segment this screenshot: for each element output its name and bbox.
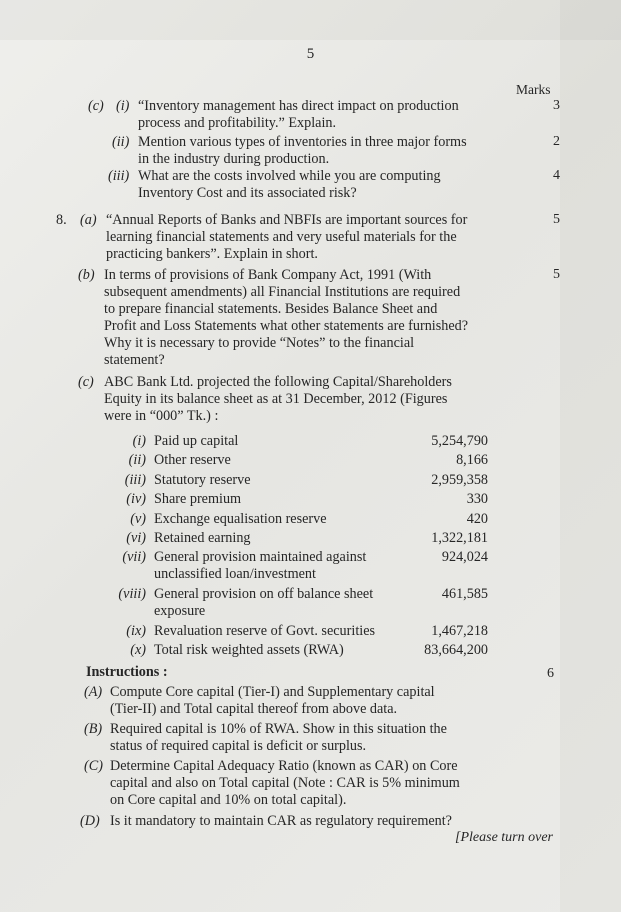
item-value: 1,322,181 bbox=[431, 530, 488, 546]
item-num: (ii) bbox=[128, 452, 146, 468]
q7c-ii-num: (ii) bbox=[112, 134, 130, 150]
item-label: Other reserve bbox=[154, 452, 231, 468]
item-value: 420 bbox=[466, 511, 488, 527]
item-label: Retained earning bbox=[154, 530, 251, 546]
q8b-text: to prepare financial statements. Besides Balance Sheet and bbox=[104, 301, 438, 317]
instruction-text: capital and also on Total capital (Note : CAR is 5% minimum bbox=[110, 775, 460, 791]
marks-header: Marks bbox=[516, 82, 551, 97]
item-value: 330 bbox=[466, 491, 488, 507]
item-label: Share premium bbox=[154, 491, 242, 507]
item-num: (vi) bbox=[126, 530, 146, 546]
q8c-text: Equity in its balance sheet as at 31 December, 2012 (Figures bbox=[104, 391, 448, 407]
q7c-ii-text: in the industry during production. bbox=[138, 151, 330, 167]
q7c-label: (c) bbox=[88, 98, 104, 114]
q8a-text: learning financial statements and very useful materials for the bbox=[106, 229, 457, 245]
page-number: 5 bbox=[306, 46, 315, 62]
item-label: Total risk weighted assets (RWA) bbox=[154, 642, 344, 658]
q7c-iii-text: What are the costs involved while you are computing bbox=[138, 168, 441, 184]
q8-number: 8. bbox=[56, 212, 67, 228]
q8b-text: statement? bbox=[104, 352, 165, 368]
q8c-text: were in “000” Tk.) : bbox=[104, 408, 219, 424]
item-label: exposure bbox=[154, 603, 206, 619]
q7c-iii-num: (iii) bbox=[108, 168, 130, 184]
q7c-i-text: process and profitability.” Explain. bbox=[138, 115, 337, 131]
item-value: 1,467,218 bbox=[431, 623, 488, 639]
q7c-i-text: “Inventory management has direct impact on production bbox=[138, 98, 459, 114]
q8c-label: (c) bbox=[78, 374, 94, 390]
item-value: 83,664,200 bbox=[424, 642, 488, 658]
item-num: (ix) bbox=[126, 623, 146, 639]
item-label: Paid up capital bbox=[154, 433, 239, 449]
instruction-text: status of required capital is deficit or surplus. bbox=[110, 738, 367, 754]
q7c-iii-text: Inventory Cost and its associated risk? bbox=[138, 185, 357, 201]
item-label: Exchange equalisation reserve bbox=[154, 511, 327, 527]
turn-over-note: [Please turn over bbox=[455, 830, 553, 845]
instruction-text: Required capital is 10% of RWA. Show in this situation the bbox=[110, 721, 447, 737]
item-label: Statutory reserve bbox=[154, 472, 251, 488]
q8b-label: (b) bbox=[78, 267, 95, 283]
q8c-text: ABC Bank Ltd. projected the following Capital/Shareholders bbox=[104, 374, 452, 390]
paper-fold bbox=[0, 0, 621, 40]
instruction-text: (Tier-II) and Total capital thereof from above data. bbox=[110, 701, 398, 717]
item-num: (iii) bbox=[124, 472, 146, 488]
instruction-text: on Core capital and 10% on total capital). bbox=[110, 792, 347, 808]
instruction-label: (B) bbox=[84, 721, 103, 737]
instructions-title: Instructions : bbox=[86, 664, 168, 680]
item-num: (iv) bbox=[126, 491, 146, 507]
instruction-label: (A) bbox=[84, 684, 103, 700]
marks-value: 3 bbox=[553, 98, 560, 113]
q8b-text: Profit and Loss Statements what other statements are furnished? bbox=[104, 318, 469, 334]
instruction-label: (C) bbox=[84, 758, 103, 774]
item-num: (x) bbox=[130, 642, 146, 658]
item-value: 2,959,358 bbox=[431, 472, 488, 488]
item-value: 8,166 bbox=[456, 452, 488, 468]
item-label: Revaluation reserve of Govt. securities bbox=[154, 623, 376, 639]
instruction-label: (D) bbox=[80, 813, 100, 829]
q7c-i-num: (i) bbox=[116, 98, 130, 114]
q7c-ii-text: Mention various types of inventories in three major forms bbox=[138, 134, 467, 150]
item-num: (v) bbox=[130, 511, 146, 527]
marks-value: 5 bbox=[553, 267, 560, 282]
item-label: General provision on off balance sheet bbox=[154, 586, 374, 602]
item-label: unclassified loan/investment bbox=[154, 566, 316, 582]
q8a-text: “Annual Reports of Banks and NBFIs are important sources for bbox=[106, 212, 468, 228]
q8b-text: In terms of provisions of Bank Company Act, 1991 (With bbox=[104, 267, 432, 283]
item-value: 924,024 bbox=[441, 549, 488, 565]
item-num: (viii) bbox=[118, 586, 146, 602]
marks-value: 5 bbox=[553, 212, 560, 227]
q8a-label: (a) bbox=[80, 212, 97, 228]
item-label: General provision maintained against bbox=[154, 549, 367, 565]
item-num: (i) bbox=[132, 433, 146, 449]
q8b-text: Why it is necessary to provide “Notes” to the financial bbox=[104, 335, 415, 351]
instruction-text: Is it mandatory to maintain CAR as regulatory requirement? bbox=[110, 813, 452, 829]
item-num: (vii) bbox=[122, 549, 146, 565]
instruction-text: Compute Core capital (Tier-I) and Supplementary capital bbox=[110, 684, 435, 700]
item-value: 5,254,790 bbox=[431, 433, 488, 449]
instruction-text: Determine Capital Adequacy Ratio (known as CAR) on Core bbox=[110, 758, 458, 774]
marks-value: 4 bbox=[553, 168, 560, 183]
marks-value: 6 bbox=[547, 666, 554, 681]
q8b-text: subsequent amendments) all Financial Institutions are required bbox=[104, 284, 461, 300]
marks-value: 2 bbox=[553, 134, 560, 149]
q8a-text: practicing bankers”. Explain in short. bbox=[106, 246, 318, 262]
item-value: 461,585 bbox=[441, 586, 488, 602]
paper-fold bbox=[560, 0, 621, 912]
